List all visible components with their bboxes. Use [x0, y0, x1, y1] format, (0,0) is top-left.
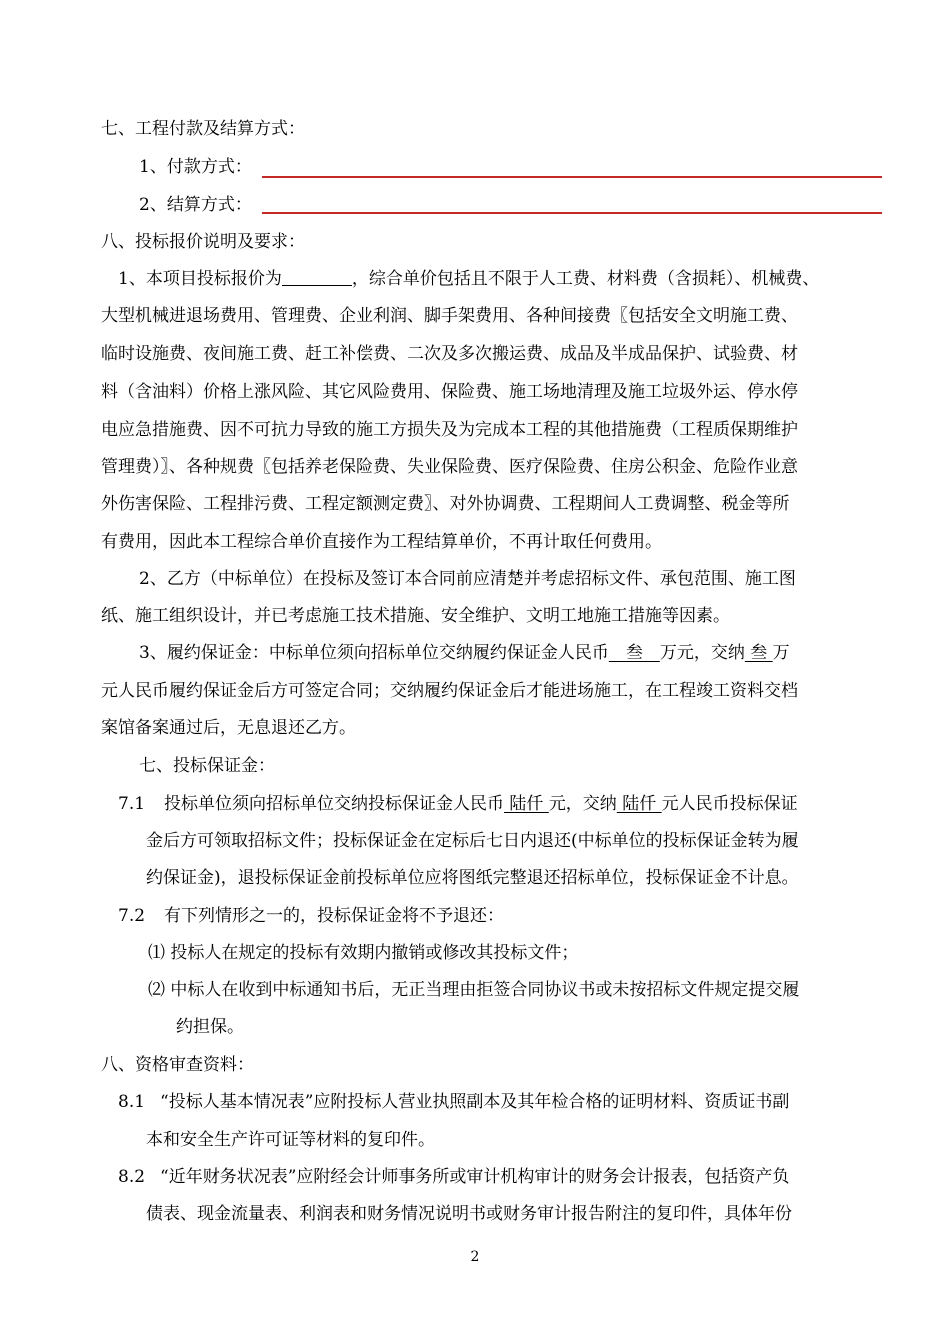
quotation-para2-line: 纸、施工组织设计，并已考虑施工技术措施、安全维护、文明工地施工措施等因素。: [101, 606, 730, 626]
clause-7-2-item2-cont: 约担保。: [176, 1017, 244, 1037]
quotation-para1-line: 管理费）〗、各种规费〖包括养老保险费、失业保险费、医疗保险费、住房公积金、危险作业意: [101, 457, 798, 477]
payment-method-line: [262, 176, 882, 178]
quotation-blank: [282, 269, 352, 286]
settlement-method-line: [262, 212, 882, 214]
quotation-para1-line: 大型机械进退场费用、管理费、企业利润、脚手架费用、各种间接费〖包括安全文明施工费、: [101, 306, 798, 326]
performance-bond-mid: 万元，交纳: [659, 643, 745, 663]
section-title-bid-bond: 七、投标保证金：: [139, 756, 275, 776]
performance-bond-line1: [139, 641, 790, 665]
clause-8-2-cont: 债表、现金流量表、利润表和财务情况说明书或财务审计报告附注的复印件，具体年份: [146, 1204, 792, 1224]
payment-method-label: 1、付款方式：: [139, 157, 252, 177]
quotation-para1-line: 外伤害保险、工程排污费、工程定额测定费〗、对外协调费、工程期间人工费调整、税金等所: [101, 494, 790, 514]
quotation-prefix: 1、本项目投标报价为: [118, 269, 282, 289]
clause-7-1-text-c: 元人民币投标保证: [661, 794, 798, 814]
clause-number-8-2: 8.2: [118, 1167, 146, 1187]
clause-8-1-cont: 本和安全生产许可证等材料的复印件。: [146, 1130, 435, 1150]
quotation-para2-line: 2、乙方（中标单位）在投标及签订本合同前应清楚并考虑招标文件、承包范围、施工图: [139, 569, 796, 589]
clause-7-1-line: 约保证金)，退投标保证金前投标单位应将图纸完整退还招标单位，投标保证金不计息。: [146, 868, 799, 888]
clause-8-2-text: “近年财务状况表”应附经会计师事务所或审计机构审计的财务会计报表，包括资产负: [160, 1167, 790, 1187]
quotation-para1-line1: [118, 267, 819, 291]
performance-bond-amount: 叁: [608, 643, 660, 663]
quotation-para1-line: 电应急措施费、因不可抗力导致的施工方损失及为完成本工程的其他措施费（工程质保期维护: [101, 420, 798, 440]
performance-bond-line: 案馆备案通过后，无息退还乙方。: [101, 718, 356, 738]
quotation-para1-line: 临时设施费、夜间施工费、赶工补偿费、二次及多次搬运费、成品及半成品保护、试验费、材: [101, 344, 798, 364]
section-title-qualification: 八、资格审查资料：: [101, 1055, 254, 1075]
bid-bond-amount: 陆仟: [504, 794, 549, 814]
performance-bond-amount-2: 叁: [744, 643, 773, 663]
clause-7-2-item1: ⑴ 投标人在规定的投标有效期内撤销或修改其投标文件；: [148, 943, 579, 963]
settlement-method-label: 2、结算方式：: [139, 195, 252, 215]
clause-7-1-text-a: 投标单位须向招标单位交纳投标保证金人民币: [164, 794, 504, 814]
clause-7-1-text-b: 元，交纳: [548, 794, 617, 814]
section-title-payment: 七、工程付款及结算方式：: [101, 119, 305, 139]
clause-number-7-1: 7.1: [118, 794, 146, 814]
quotation-para1-line: 料（含油料）价格上涨风险、其它风险费用、保险费、施工场地清理及施工垃圾外运、停水停: [101, 382, 798, 402]
section-title-quotation: 八、投标报价说明及要求：: [101, 232, 305, 252]
quotation-l1-rest: ，综合单价包括且不限于人工费、材料费（含损耗）、机械费、: [351, 269, 820, 289]
clause-7-1-line: 金后方可领取招标文件；投标保证金在定标后七日内退还(中标单位的投标保证金转为履: [146, 831, 799, 851]
performance-bond-prefix: 3、履约保证金：中标单位须向招标单位交纳履约保证金人民币: [139, 643, 609, 663]
clause-7-2-item2: ⑵ 中标人在收到中标通知书后，无正当理由拒签合同协议书或未按招标文件规定提交履: [148, 980, 800, 1000]
performance-bond-suffix: 万: [772, 643, 790, 663]
clause-number-8-1: 8.1: [118, 1092, 146, 1112]
bid-bond-amount-2: 陆仟: [616, 794, 662, 814]
clause-8-1-text: “投标人基本情况表”应附投标人营业执照副本及其年检合格的证明材料、资质证书副: [160, 1092, 790, 1112]
page-number: 2: [470, 1249, 480, 1265]
clause-7-2-text: 有下列情形之一的，投标保证金将不予退还：: [164, 906, 504, 926]
clause-7-1-line1: [164, 792, 798, 816]
performance-bond-line: 元人民币履约保证金后方可签定合同；交纳履约保证金后才能进场施工，在工程竣工资料交档: [101, 681, 798, 701]
clause-number-7-2: 7.2: [118, 906, 146, 926]
quotation-para1-line: 有费用，因此本工程综合单价直接作为工程结算单价，不再计取任何费用。: [101, 532, 662, 552]
